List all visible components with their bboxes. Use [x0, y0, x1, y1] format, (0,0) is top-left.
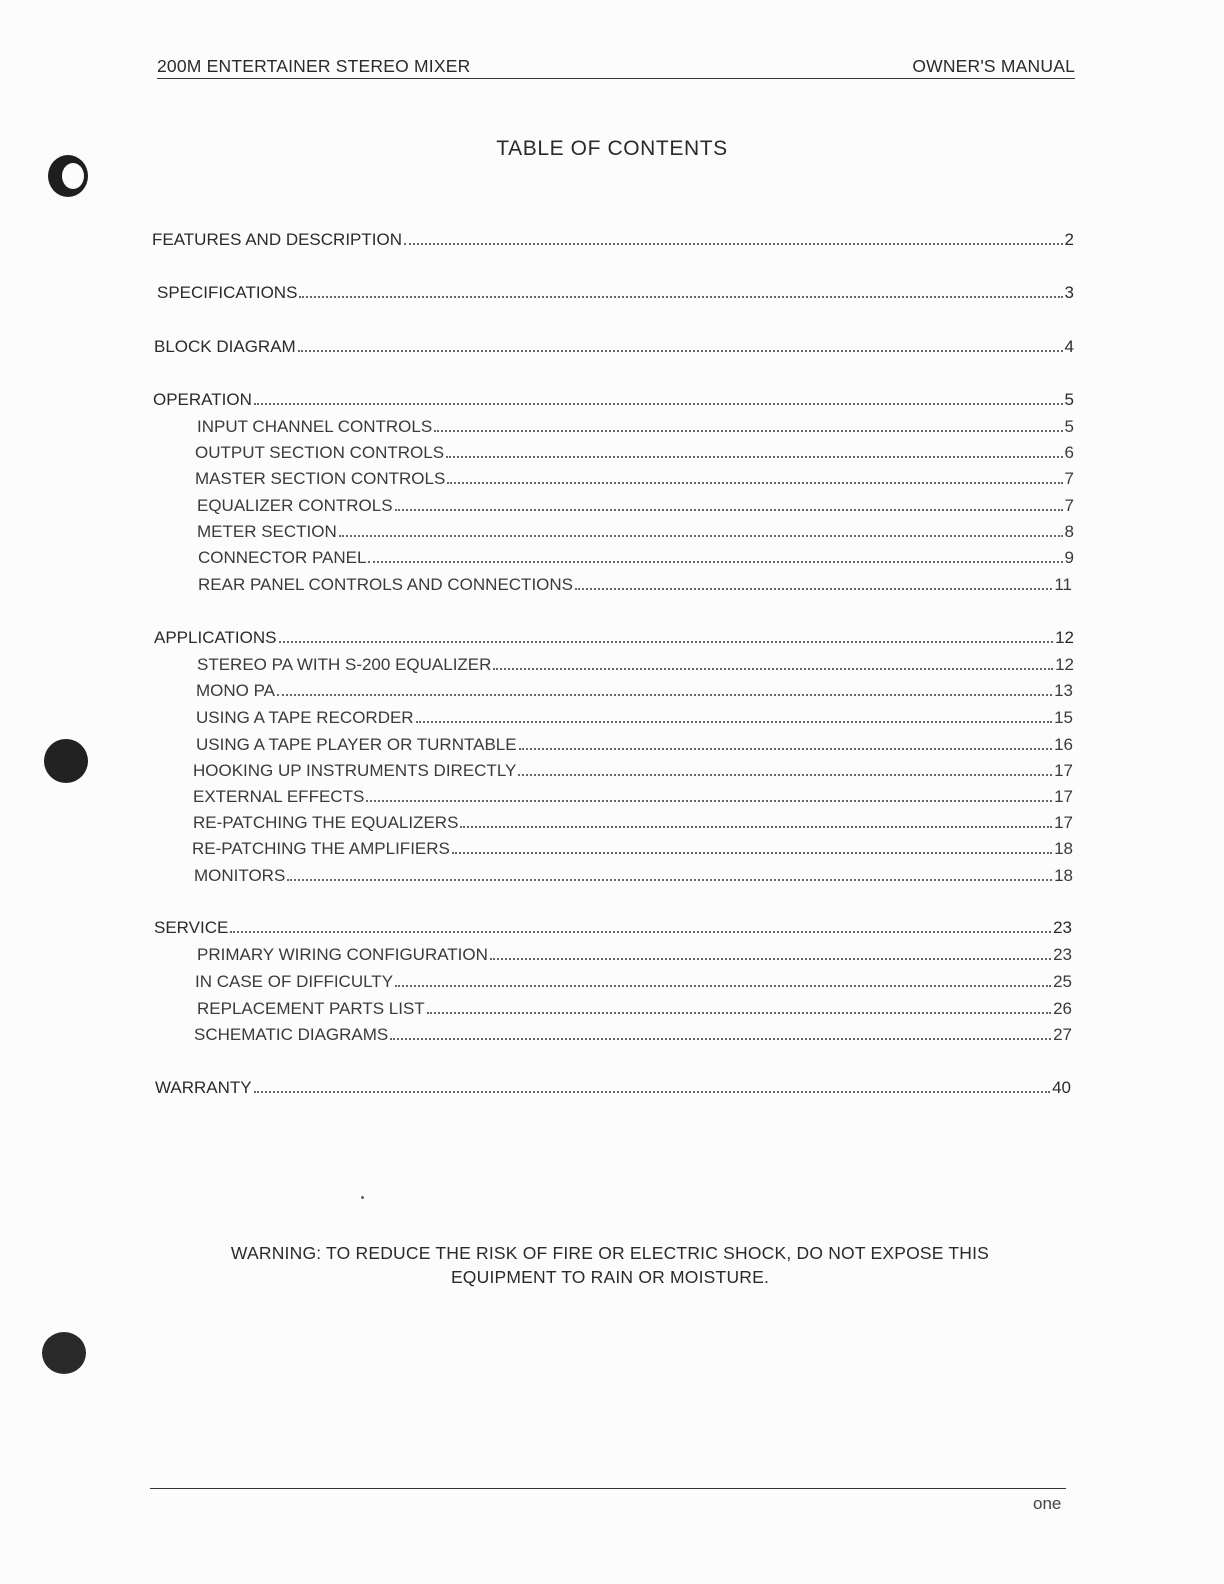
toc-entry-label: METER SECTION — [197, 522, 337, 541]
toc-leader-dots — [254, 1090, 1050, 1093]
toc-subentry — [196, 681, 1073, 703]
toc-leader-dots — [395, 984, 1051, 987]
toc-entry-page: 5 — [1064, 390, 1074, 409]
toc-entry-page: 6 — [1064, 443, 1074, 462]
toc-entry-label: MONO PA — [196, 681, 276, 700]
toc-entry-label: INPUT CHANNEL CONTROLS — [197, 417, 433, 436]
toc-leader-dots — [230, 930, 1051, 933]
binder-hole-middle — [44, 739, 88, 783]
toc-entry-label: SERVICE — [154, 918, 229, 937]
toc-entry-page: 17 — [1054, 787, 1073, 806]
warning-line-1: WARNING: TO REDUCE THE RISK OF FIRE OR ELECTRIC SHOCK, DO NOT EXPOSE THIS — [230, 1243, 990, 1263]
toc-subentry — [197, 522, 1074, 544]
toc-entry-label: OUTPUT SECTION CONTROLS — [195, 443, 445, 462]
toc-entry-label: MASTER SECTION CONTROLS — [195, 469, 446, 488]
toc-subentry — [192, 839, 1073, 861]
binder-hole-bottom — [42, 1332, 86, 1374]
toc-leader-dots — [452, 851, 1052, 854]
toc-entry-label: USING A TAPE RECORDER — [196, 708, 414, 727]
toc-entry-page: 8 — [1064, 522, 1074, 541]
toc-entry-label: RE-PATCHING THE AMPLIFIERS — [192, 839, 450, 858]
toc-subentry — [194, 866, 1073, 888]
toc-entry-label: STEREO PA WITH S-200 EQUALIZER — [197, 655, 492, 674]
toc-entry-page: 12 — [1055, 655, 1074, 674]
toc-subentry — [197, 417, 1074, 439]
footer-divider — [150, 1488, 1066, 1489]
toc-subentry — [197, 655, 1074, 677]
safety-warning — [150, 1241, 1070, 1289]
toc-entry — [154, 918, 1072, 940]
toc-entry-page: 13 — [1054, 681, 1073, 700]
toc-subentry — [193, 761, 1073, 783]
toc-subentry — [197, 945, 1072, 967]
toc-subentry — [198, 548, 1074, 570]
toc-leader-dots — [446, 455, 1062, 458]
toc-entry-label: SPECIFICATIONS — [157, 283, 298, 302]
toc-subentry — [198, 575, 1072, 597]
toc-entry-page: 7 — [1064, 496, 1074, 515]
toc-leader-dots — [298, 349, 1063, 352]
toc-entry-label: MONITORS — [194, 866, 286, 885]
toc-entry-page: 18 — [1054, 866, 1073, 885]
toc-entry — [153, 390, 1074, 412]
toc-entry-page: 4 — [1064, 337, 1074, 356]
toc-subentry — [193, 787, 1073, 809]
toc-leader-dots — [518, 773, 1052, 776]
toc-entry-label: USING A TAPE PLAYER OR TURNTABLE — [196, 735, 517, 754]
toc-entry-label: REAR PANEL CONTROLS AND CONNECTIONS — [198, 575, 574, 594]
toc-entry-label: WARRANTY — [155, 1078, 252, 1097]
toc-entry — [157, 283, 1074, 305]
toc-entry-label: HOOKING UP INSTRUMENTS DIRECTLY — [193, 761, 517, 780]
toc-entry-page: 5 — [1064, 417, 1074, 436]
toc-leader-dots — [493, 667, 1053, 670]
toc-entry-label: EXTERNAL EFFECTS — [193, 787, 365, 806]
toc-entry-page: 16 — [1054, 735, 1073, 754]
binder-hole-top — [48, 155, 88, 197]
toc-leader-dots — [279, 640, 1054, 643]
toc-entry-label: CONNECTOR PANEL — [198, 548, 367, 567]
toc-entry-page: 3 — [1064, 283, 1074, 302]
toc-leader-dots — [416, 720, 1052, 723]
toc-entry-label: RE-PATCHING THE EQUALIZERS — [193, 813, 459, 832]
toc-leader-dots — [339, 534, 1063, 537]
toc-leader-dots — [395, 508, 1063, 511]
toc-subentry — [197, 496, 1074, 518]
toc-entry-page: 25 — [1053, 972, 1072, 991]
toc-entry-page: 12 — [1055, 628, 1074, 647]
toc-entry-label: APPLICATIONS — [154, 628, 277, 647]
toc-leader-dots — [390, 1037, 1051, 1040]
toc-entry-page: 11 — [1054, 575, 1072, 594]
toc-subentry — [193, 813, 1073, 835]
toc-entry-page: 7 — [1064, 469, 1074, 488]
toc-entry-page: 40 — [1052, 1078, 1071, 1097]
toc-entry — [154, 628, 1074, 650]
warning-line-2: EQUIPMENT TO RAIN OR MOISTURE. — [450, 1267, 770, 1287]
header-product-title: 200M ENTERTAINER STEREO MIXER — [157, 56, 471, 76]
toc-entry-page: 9 — [1064, 548, 1074, 567]
toc-leader-dots — [299, 295, 1062, 298]
toc-entry-label: OPERATION — [153, 390, 252, 409]
header-manual-title: OWNER'S MANUAL — [912, 56, 1075, 76]
toc-leader-dots — [254, 402, 1063, 405]
toc-subentry — [195, 469, 1074, 491]
toc-entry-page: 23 — [1053, 945, 1072, 964]
toc-leader-dots — [447, 481, 1062, 484]
toc-leader-dots — [404, 242, 1063, 245]
toc-leader-dots — [490, 957, 1051, 960]
toc-entry-page: 17 — [1054, 761, 1073, 780]
toc-entry-page: 26 — [1053, 999, 1072, 1018]
toc-subentry — [197, 999, 1072, 1021]
toc-entry-page: 17 — [1054, 813, 1073, 832]
toc-entry-label: IN CASE OF DIFFICULTY — [195, 972, 394, 991]
toc-leader-dots — [368, 560, 1062, 563]
paper-speck — [361, 1196, 364, 1199]
toc-subentry — [194, 1025, 1072, 1047]
page-title: TABLE OF CONTENTS — [496, 137, 728, 160]
toc-entry-page: 18 — [1054, 839, 1073, 858]
toc-entry-label: FEATURES AND DESCRIPTION — [152, 230, 402, 249]
toc-subentry — [195, 443, 1074, 465]
toc-leader-dots — [460, 825, 1052, 828]
toc-entry — [155, 1078, 1071, 1100]
toc-leader-dots — [287, 878, 1052, 881]
toc-leader-dots — [575, 587, 1052, 590]
page-number: one — [1033, 1494, 1062, 1513]
page-header — [157, 56, 1075, 79]
toc-leader-dots — [427, 1011, 1051, 1014]
toc-leader-dots — [277, 693, 1052, 696]
toc-entry-label: BLOCK DIAGRAM — [154, 337, 296, 356]
toc-entry-page: 23 — [1053, 918, 1072, 937]
toc-subentry — [196, 708, 1073, 730]
toc-subentry — [195, 972, 1072, 994]
toc-leader-dots — [519, 747, 1053, 750]
toc-entry-label: EQUALIZER CONTROLS — [197, 496, 393, 515]
toc-subentry — [196, 735, 1073, 757]
toc-entry-page: 27 — [1053, 1025, 1072, 1044]
toc-leader-dots — [434, 429, 1062, 432]
toc-leader-dots — [366, 799, 1052, 802]
toc-entry-page: 15 — [1054, 708, 1073, 727]
toc-entry-label: REPLACEMENT PARTS LIST — [197, 999, 425, 1018]
toc-entry — [152, 230, 1074, 252]
toc-entry-label: PRIMARY WIRING CONFIGURATION — [197, 945, 488, 964]
toc-entry-page: 2 — [1064, 230, 1074, 249]
toc-entry — [154, 337, 1074, 359]
toc-entry-label: SCHEMATIC DIAGRAMS — [194, 1025, 389, 1044]
